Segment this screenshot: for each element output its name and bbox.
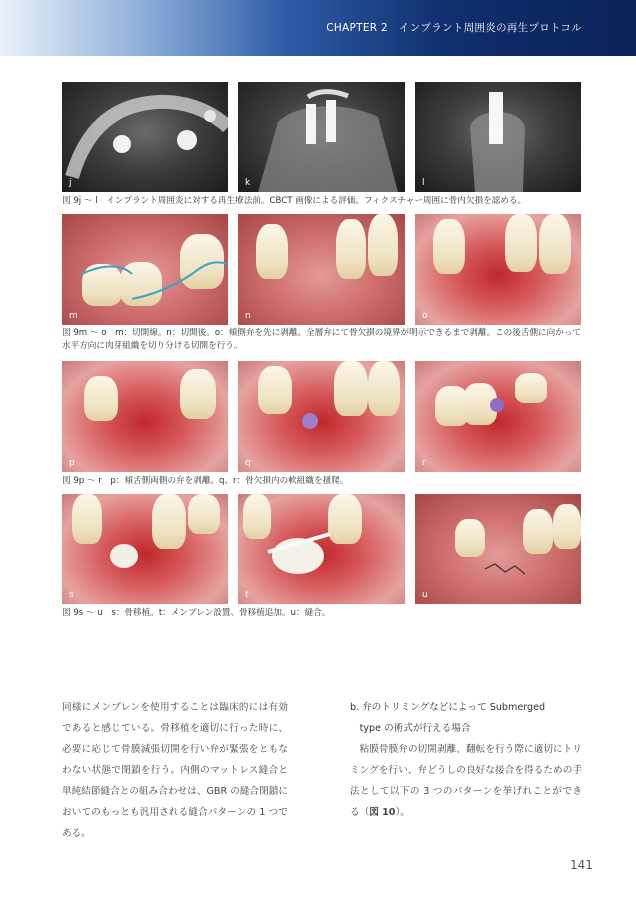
figure-label: t — [245, 590, 249, 600]
figure-label: p — [69, 458, 75, 468]
figure-label: m — [69, 311, 78, 321]
figure-9n-photo — [238, 214, 405, 325]
section-heading: b. 弁のトリミングなどによって Submerged type の術式が行える場合 — [350, 702, 546, 734]
figure-label: u — [422, 590, 428, 600]
body-left-paragraph: 同様にメンブレンを使用することは臨床的には有効であると感じている。骨移植を適切に行った時に、必要に応じて骨膜減張切開を行い弁が緊張をともなわない状態で閉鎖を行う。内側のマットレス縫合と単純結節縫合との組み合わせは、GBR の縫合閉鎖においてのもっとも汎用される縫合パターンの 1 つである。 — [62, 702, 288, 839]
figure-9k-ct-image — [238, 82, 405, 192]
figure-label: o — [422, 311, 428, 321]
figure-label: k — [245, 178, 251, 188]
figure-9u-photo — [415, 494, 581, 604]
figure-9s-photo — [62, 494, 228, 604]
figure-9j-ct-image — [62, 82, 228, 192]
figure-label: l — [422, 178, 425, 188]
body-left-column — [62, 697, 288, 844]
figure-reference: 図 10 — [369, 807, 396, 818]
body-right-paragraph: 粘膜骨膜弁の切開剥離、翻転を行う際に適切にトリミングを行い、弁どうしの良好な接合を得るための手法として以下の 3 つのパターンを挙げれことができる（図 10）。 — [350, 744, 582, 818]
figure-9m-photo — [62, 214, 228, 325]
figure-9o-photo — [415, 214, 581, 325]
figure-label: j — [69, 178, 72, 188]
figure-9r-photo — [415, 361, 581, 472]
figure-label: s — [69, 590, 74, 600]
chapter-title: CHAPTER 2 インプラント周囲炎の再生プロトコル — [326, 22, 582, 34]
figure-label: n — [245, 311, 251, 321]
page-number: 141 — [570, 858, 593, 872]
figure-9p-photo — [62, 361, 228, 472]
figure-9t-photo — [238, 494, 405, 604]
chapter-header-bar — [0, 0, 636, 56]
body-right-column — [350, 697, 582, 823]
figure-9m-o-caption: 図 9m 〜 o m：切開線。n：切開後。o：頬側弁を先に剥離。全層弁にて骨欠損の境界が明示できるまで剥離。この後舌側に向かって水平方向に肉芽組織を切り分ける切開を行う。 — [62, 328, 582, 351]
figure-label: q — [245, 458, 251, 468]
figure-9l-ct-image — [415, 82, 581, 192]
figure-9s-u-caption: 図 9s 〜 u s：骨移植。t：メンブレン設置、骨移植追加。u：縫合。 — [62, 608, 331, 618]
figure-9p-r-caption: 図 9p 〜 r p：頬舌側両側の弁を剥離。q、r：骨欠損内の軟組織を掻爬。 — [62, 476, 349, 486]
figure-9j-l-caption: 図 9j 〜 l インプラント周囲炎に対する再生療法前。CBCT 画像による評価。フィクスチャー周囲に骨内欠損を認める。 — [62, 196, 527, 206]
figure-label: r — [422, 458, 426, 468]
figure-9q-photo — [238, 361, 405, 472]
